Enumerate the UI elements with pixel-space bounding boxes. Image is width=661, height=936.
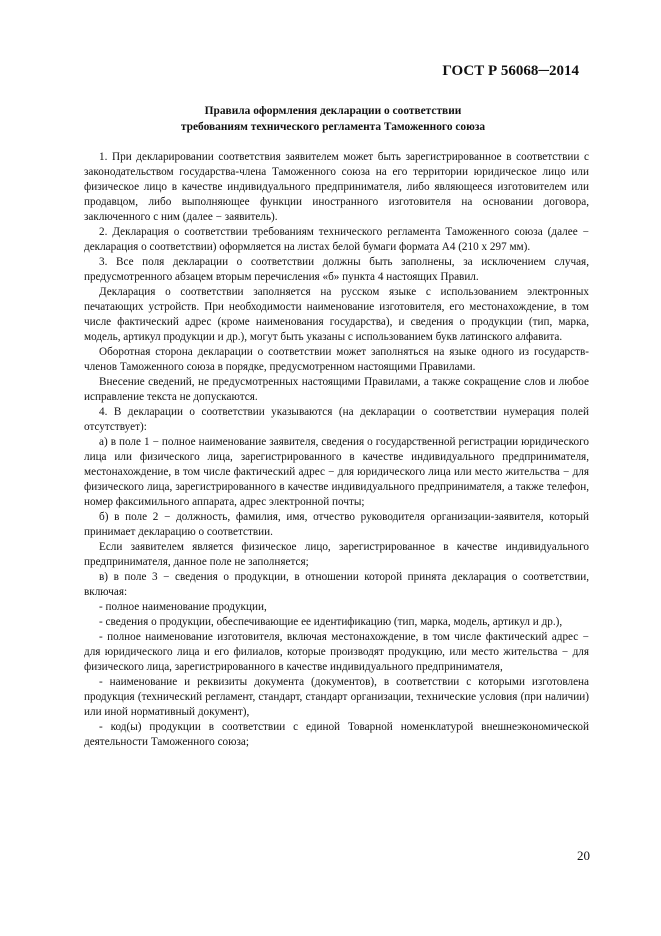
paragraph: 3. Все поля декларации о соответствии должны быть заполнены, за исключением случая, предусмотренного абзацем вторым перечисления «б» пункта 4 настоящих Правил. <box>84 256 589 283</box>
paragraph: Если заявителем является физическое лицо, зарегистрированное в качестве индивидуального предпринимателя, данное поле не заполняется; <box>84 541 589 568</box>
standard-number: ГОСТ Р 56068─2014 <box>442 63 579 79</box>
paragraph: в) в поле 3 − сведения о продукции, в отношении которой принята декларация о соответствии, включая: <box>84 571 589 598</box>
list-item: - полное наименование продукции, <box>99 601 267 613</box>
paragraph: Декларация о соответствии заполняется на русском языке с использованием электронных печатающих устройств. При необходимости наименование изготовителя, его местонахождение, в том числе фактический адрес (кроме наименования государства), и сведения о продукции (тип, марка, модель, артикул продукции и др.), могут быть указаны с использованием букв латинского алфавита. <box>84 286 589 343</box>
document-title-line-1: Правила оформления декларации о соответствии <box>204 105 462 117</box>
list-item: - код(ы) продукции в соответствии с единой Товарной номенклатурой внешнеэкономической деятельности Таможенного союза; <box>84 721 589 748</box>
list-item: - сведения о продукции, обеспечивающие ее идентификацию (тип, марка, модель, артикул и др.), <box>99 616 563 628</box>
paragraph: Внесение сведений, не предусмотренных настоящими Правилами, а также сокращение слов и любое исправление текста не допускаются. <box>84 376 589 403</box>
document-title-line-2: требованиям технического регламента Таможенного союза <box>180 121 486 133</box>
paragraph: а) в поле 1 − полное наименование заявителя, сведения о государственной регистрации юридического лица или физического лица, зарегистрированного в качестве индивидуального предпринимателя, местонахождение, в том числе фактический адрес − для юридического лица или место жительства − для физического лица, зарегистрированного в качестве индивидуального предпринимателя, а также телефон, номер факсимильного аппарата, адрес электронной почты; <box>84 436 589 508</box>
document-body <box>84 150 589 750</box>
paragraph: 2. Декларация о соответствии требованиям технического регламента Таможенного союза (далее − декларация о соответствии) оформляется на листах белой бумаги формата А4 (210 х 297 мм). <box>84 226 589 253</box>
page-number: 20 <box>577 848 590 863</box>
list-item: - наименование и реквизиты документа (документов), в соответствии с которыми изготовлена продукция (технический регламент, стандарт, стандарт организации, технические условия (при наличии) или иной нормативный документ), <box>84 676 589 718</box>
paragraph: Оборотная сторона декларации о соответствии может заполняться на языке одного из государств-членов Таможенного союза в порядке, предусмотренном настоящими Правилами. <box>84 346 589 373</box>
list-item: - полное наименование изготовителя, включая местонахождение, в том числе фактический адрес − для юридического лица и его филиалов, которые производят продукцию, или место жительства − для физического лица, зарегистрированного в качестве индивидуального предпринимателя, <box>84 631 589 673</box>
paragraph: 4. В декларации о соответствии указываются (на декларации о соответствии нумерация полей отсутствует): <box>84 406 589 433</box>
paragraph: б) в поле 2 − должность, фамилия, имя, отчество руководителя организации-заявителя, который принимает декларацию о соответствии. <box>84 511 589 538</box>
paragraph: 1. При декларировании соответствия заявителем может быть зарегистрированное в соответствии с законодательством государства-члена Таможенного союза на его территории юридическое лицо или физическое лицо в качестве индивидуального предпринимателя, либо являющееся изготовителем или продавцом, либо выполняющее функции иностранного изготовителя на основании договора, заключенного с ним (далее − заявитель). <box>84 151 589 223</box>
